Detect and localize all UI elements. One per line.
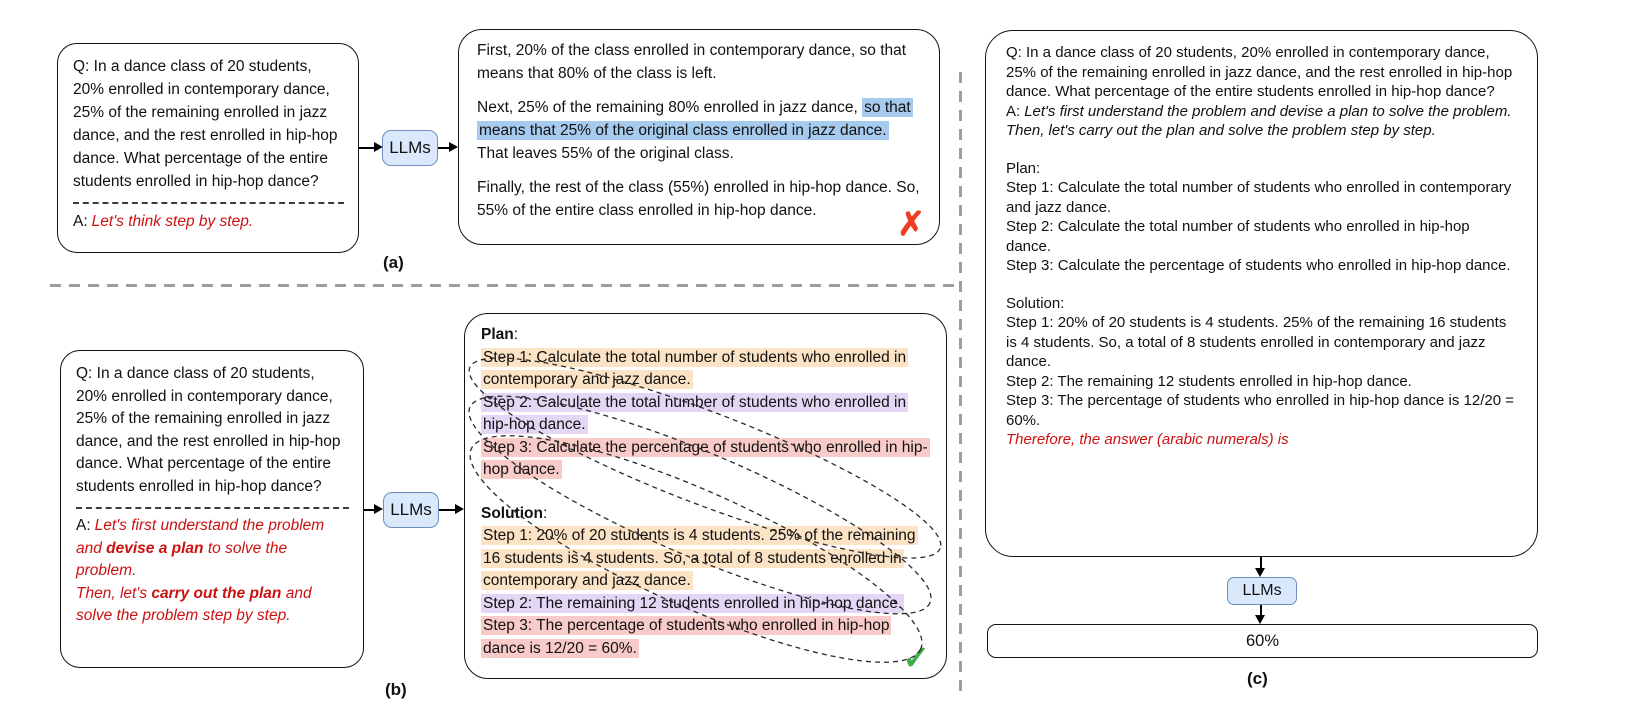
plan-step-1: Step 1: Calculate the total number of students who enrolled in contemporary and jazz dance. xyxy=(483,348,907,388)
arrow-c2-head-icon xyxy=(1255,615,1265,624)
panel-b-plan-colon: : xyxy=(513,326,519,343)
panel-b-solution-colon: : xyxy=(543,504,548,522)
panel-c-trigger-line1: Let's first understand the problem and devise a plan to solve the problem. xyxy=(1024,102,1512,120)
panel-b-plan-heading xyxy=(481,324,930,347)
panel-a-output-para1: First, 20% of the class enrolled in contemporary dance, so that means that 80% of the class is left. xyxy=(477,42,907,82)
panel-b-trigger-bold2: carry out the plan xyxy=(151,584,282,602)
panel-c-solution-step-1: Step 1: 20% of 20 students is 4 students. 25% of the remaining 16 students is 4 students. So, a total of 8 students enrolled in contemporary and jazz dance. xyxy=(1006,314,1507,370)
panel-c-plan-label: Plan: xyxy=(1006,159,1041,177)
panel-b-solution-heading xyxy=(481,503,930,526)
divider-vertical xyxy=(959,72,962,694)
panel-a-question-divider xyxy=(73,202,344,204)
plan-step-2: Step 2: Calculate the total number of students who enrolled in hip-hop dance. xyxy=(483,393,907,433)
panel-c-solution-step-3: Step 3: The percentage of students who enrolled in hip-hop dance is 12/20 = 60%. xyxy=(1006,392,1514,429)
panel-a-output-box xyxy=(458,29,940,245)
panel-a-output-para3: Finally, the rest of the class (55%) enrolled in hip-hop dance. So, 55% of the entire class enrolled in hip-hop dance. xyxy=(477,179,920,219)
panel-c-plan-step-2: Step 2: Calculate the total number of students who enrolled in hip-hop dance. xyxy=(1006,218,1470,255)
wrong-answer-cross-icon: ✗ xyxy=(897,205,925,242)
correct-answer-check-icon: ✓ xyxy=(902,639,930,676)
arrow-c1-head-icon xyxy=(1255,568,1265,577)
panel-c-llms-label: LLMs xyxy=(1242,582,1282,599)
panel-b-label: (b) xyxy=(385,680,407,699)
panel-b-trigger-seg2: to solve the problem. xyxy=(76,539,288,579)
panel-c-plan-step-1: Step 1: Calculate the total number of students who enrolled in contemporary and jazz dance. xyxy=(1006,179,1512,216)
panel-c-solution-step-2: Step 2: The remaining 12 students enrolled in hip-hop dance. xyxy=(1006,372,1412,390)
panel-c-question-text: Q: In a dance class of 20 students, 20% enrolled in contemporary dance, 25% of the remaining enrolled in jazz dance, and the rest enrolled in hip-hop dance. What percentage of the entire students enrolled in hip-hop dance? xyxy=(1006,44,1513,100)
arrow-b-out-head-icon xyxy=(455,504,464,514)
panel-c-answer-prefix: A: xyxy=(1006,102,1021,120)
panel-b-plan-label: Plan xyxy=(481,326,514,343)
panel-a-output-para2 xyxy=(477,96,921,165)
panel-b-llms-box xyxy=(383,492,439,528)
panel-b-trigger-bold1: devise a plan xyxy=(106,539,204,557)
panel-a-highlighted-claim: so that means that 25% of the original class enrolled in jazz dance. xyxy=(479,99,911,139)
solution-step-2: Step 2: The remaining 12 students enrolled in hip-hop dance. xyxy=(483,594,903,612)
panel-a-para2-pre: Next, 25% of the remaining 80% enrolled in jazz dance, xyxy=(477,99,863,116)
arrow-a-out-head-icon xyxy=(449,142,458,152)
panel-b-trigger-seg3: Then, let's xyxy=(76,584,152,602)
divider-horizontal xyxy=(50,284,958,287)
panel-a-question-box xyxy=(57,43,359,253)
panel-b-question-text: Q: In a dance class of 20 students, 20% enrolled in contemporary dance, 25% of the remaining enrolled in jazz dance, and the rest enrolled in hip-hop dance. What percentage of the entire students enrolled in hip-hop dance? xyxy=(76,365,341,495)
solution-step-1: Step 1: 20% of 20 students is 4 students. 25% of the remaining 16 students is 4 students. So, a total of 8 students enrolled in contemporary and jazz dance. xyxy=(483,527,916,589)
panel-b-question-divider xyxy=(76,507,349,509)
panel-c-plan-step-3: Step 3: Calculate the percentage of students who enrolled in hip-hop dance. xyxy=(1006,257,1511,274)
panel-c-llms-box xyxy=(1227,577,1297,605)
panel-b-trigger-seg1: Let's first understand the problem and xyxy=(76,517,325,557)
panel-c-prompt-box xyxy=(985,30,1538,557)
panel-a-llms-box xyxy=(382,130,438,166)
panel-b-trigger-seg4: and solve the problem step by step. xyxy=(76,584,312,624)
panel-a-label: (a) xyxy=(383,253,404,272)
panel-b-output-box xyxy=(464,313,947,679)
panel-c-answer-extraction-line: Therefore, the answer (arabic numerals) is xyxy=(1006,431,1289,448)
plan-step-3: Step 3: Calculate the percentage of students who enrolled in hip-hop dance. xyxy=(483,438,928,478)
panel-a-question-text: Q: In a dance class of 20 students, 20% enrolled in contemporary dance, 25% of the remaining enrolled in jazz dance, and the rest enrolled in hip-hop dance. What percentage of the entire students enrolled in hip-hop dance? xyxy=(73,58,338,190)
panel-c-final-answer-box xyxy=(987,624,1538,658)
panel-a-para2-post: That leaves 55% of the original class. xyxy=(477,145,734,162)
panel-c-solution-label: Solution: xyxy=(1006,294,1065,312)
panel-b-answer-line xyxy=(76,515,349,628)
panel-b-trigger-text xyxy=(76,517,324,624)
panel-b-question-box xyxy=(60,350,364,668)
panel-b-answer-prefix: A: xyxy=(76,517,91,534)
final-answer-text: 60% xyxy=(1245,631,1280,650)
panel-c-answer-line1 xyxy=(1006,102,1517,122)
panel-a-answer-line xyxy=(73,210,344,233)
panel-b-solution-label: Solution xyxy=(481,504,543,522)
solution-step-3: Step 3: The percentage of students who enrolled in hip-hop dance is 12/20 = 60%. xyxy=(483,617,890,657)
arrow-b-out-line xyxy=(439,509,455,511)
arrow-b-in-head-icon xyxy=(374,504,383,514)
panel-c-trigger-line2: Then, let's carry out the plan and solve the problem step by step. xyxy=(1006,122,1436,139)
panel-b-llms-label: LLMs xyxy=(390,500,432,519)
panel-a-llms-label: LLMs xyxy=(389,138,431,157)
panel-a-answer-prefix: A: xyxy=(73,213,88,230)
panel-c-label: (c) xyxy=(1247,669,1268,688)
panel-a-trigger-text: Let's think step by step. xyxy=(91,213,254,230)
